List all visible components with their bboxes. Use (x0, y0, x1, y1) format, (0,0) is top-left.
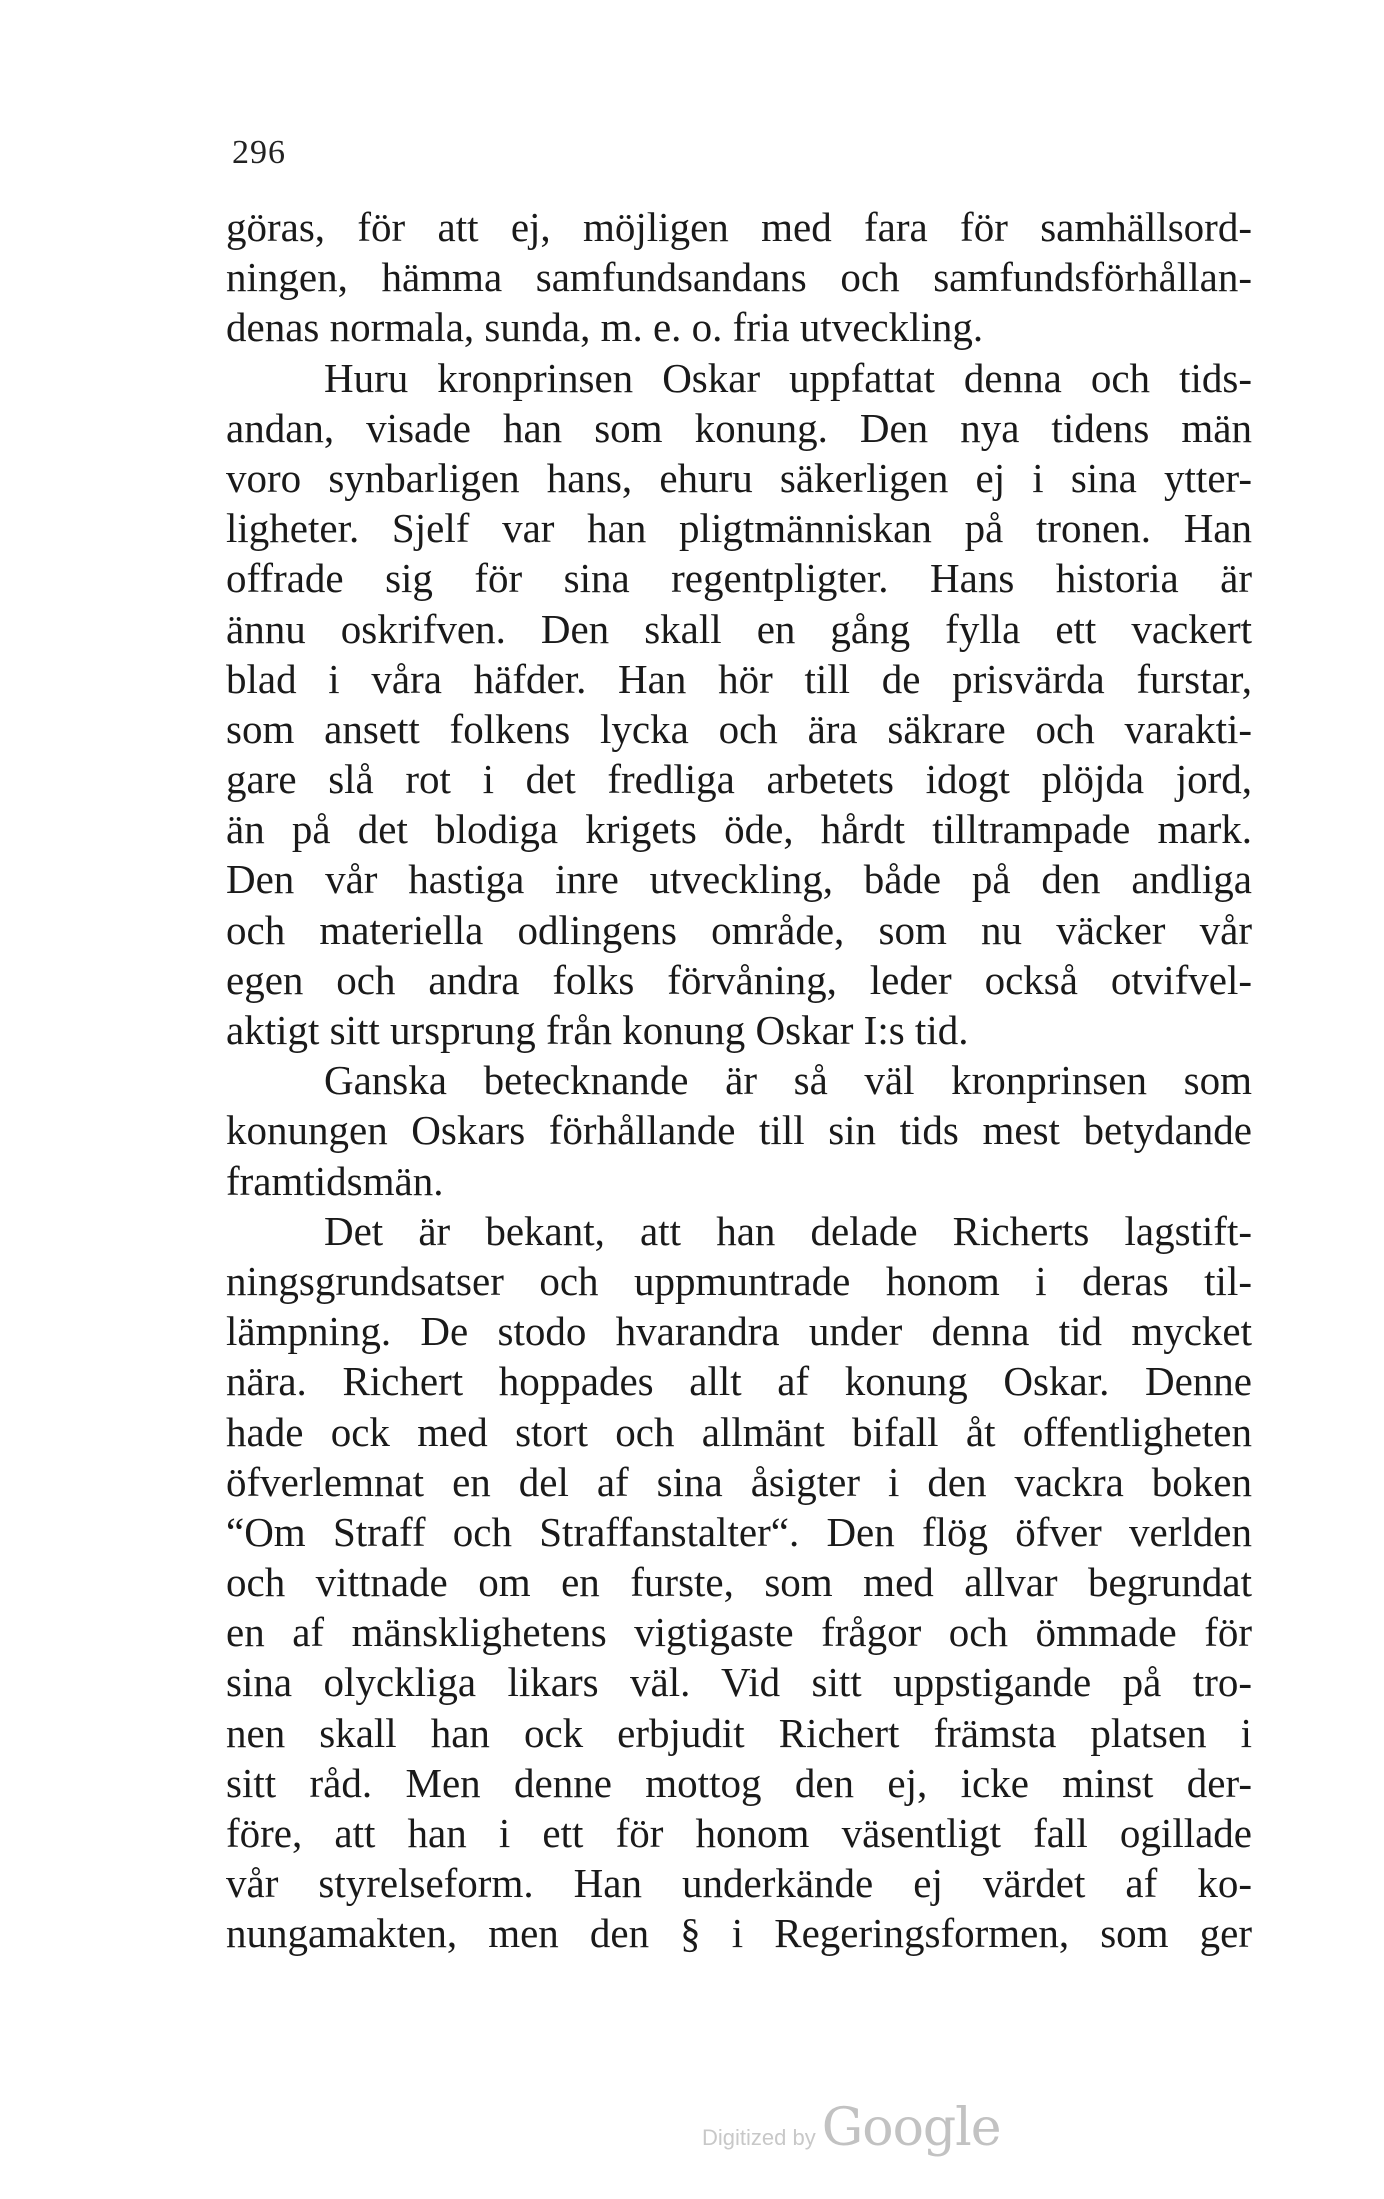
text-line: Huru kronprinsen Oskar uppfattat denna och tids- (324, 354, 1252, 401)
text-line: sina olyckliga likars väl. Vid sitt uppstigande på tro- (226, 1659, 1252, 1706)
text-line: nära. Richert hoppades allt af konung Oskar. Denne (226, 1358, 1252, 1405)
body-text (226, 202, 1252, 1959)
text-line: hade ock med stort och allmänt bifall åt offentligheten (226, 1408, 1252, 1455)
text-line: framtidsmän. (226, 1157, 444, 1204)
text-line: ligheter. Sjelf var han pligtmänniskan på tronen. Han (226, 505, 1252, 552)
text-line: andan, visade han som konung. Den nya tidens män (226, 404, 1252, 451)
text-line: Ganska betecknande är så väl kronprinsen som (324, 1057, 1252, 1104)
text-line: nungamakten, men den § i Regeringsformen, som ger (226, 1910, 1252, 1957)
text-line: Den vår hastiga inre utveckling, både på den andliga (226, 856, 1252, 903)
text-line: sitt råd. Men denne mottog den ej, icke minst der- (226, 1759, 1252, 1806)
text-line: Det är bekant, att han delade Richerts lagstift- (324, 1207, 1252, 1254)
text-line: blad i våra häfder. Han hör till de prisvärda furstar, (226, 655, 1252, 702)
text-line: ningen, hämma samfundsandans och samfundsförhållan- (226, 254, 1252, 301)
text-line: än på det blodiga krigets öde, hårdt tilltrampade mark. (226, 806, 1252, 853)
google-logo: Google (821, 2098, 1001, 2158)
text-line: ännu oskrifven. Den skall en gång fylla ett vackert (226, 605, 1252, 652)
text-line: offrade sig för sina regentpligter. Hans historia är (226, 555, 1252, 602)
text-line: aktigt sitt ursprung från konung Oskar I:s tid. (226, 1007, 969, 1053)
digitized-by-google-watermark (702, 2098, 1002, 2158)
page-number: 296 (232, 134, 286, 171)
text-line: denas normala, sunda, m. e. o. fria utveckling. (226, 304, 984, 351)
watermark-prefix: Digitized by (702, 2125, 816, 2150)
text-line: göras, för att ej, möjligen med fara för samhällsord- (226, 204, 1252, 250)
text-line: före, att han i ett för honom väsentligt fall ogillade (226, 1810, 1252, 1856)
text-line: gare slå rot i det fredliga arbetets idogt plöjda jord, (226, 756, 1252, 803)
text-line: egen och andra folks förvåning, leder också otvifvel- (226, 956, 1252, 1003)
text-line: “Om Straff och Straffanstalter“. Den flög öfver verlden (226, 1508, 1252, 1555)
text-line: voro synbarligen hans, ehuru säkerligen ej i sina ytter- (226, 454, 1252, 501)
text-line: ningsgrundsatser och uppmuntrade honom i deras til- (226, 1257, 1252, 1304)
text-line: som ansett folkens lycka och ära säkrare och varakti- (226, 705, 1252, 752)
text-line: konungen Oskars förhållande till sin tids mest betydande (226, 1107, 1252, 1154)
text-line: och materiella odlingens område, som nu väcker vår (226, 906, 1252, 953)
text-line: en af mänsklighetens vigtigaste frågor och ömmade för (226, 1609, 1252, 1656)
text-line: och vittnade om en furste, som med allvar begrundat (226, 1559, 1252, 1606)
text-line: vår styrelseform. Han underkände ej värdet af ko- (226, 1860, 1252, 1907)
text-line: nen skall han ock erbjudit Richert främsta platsen i (226, 1709, 1252, 1756)
text-line: öfverlemnat en del af sina åsigter i den vackra boken (226, 1458, 1252, 1505)
text-line: lämpning. De stodo hvarandra under denna tid mycket (226, 1308, 1252, 1355)
